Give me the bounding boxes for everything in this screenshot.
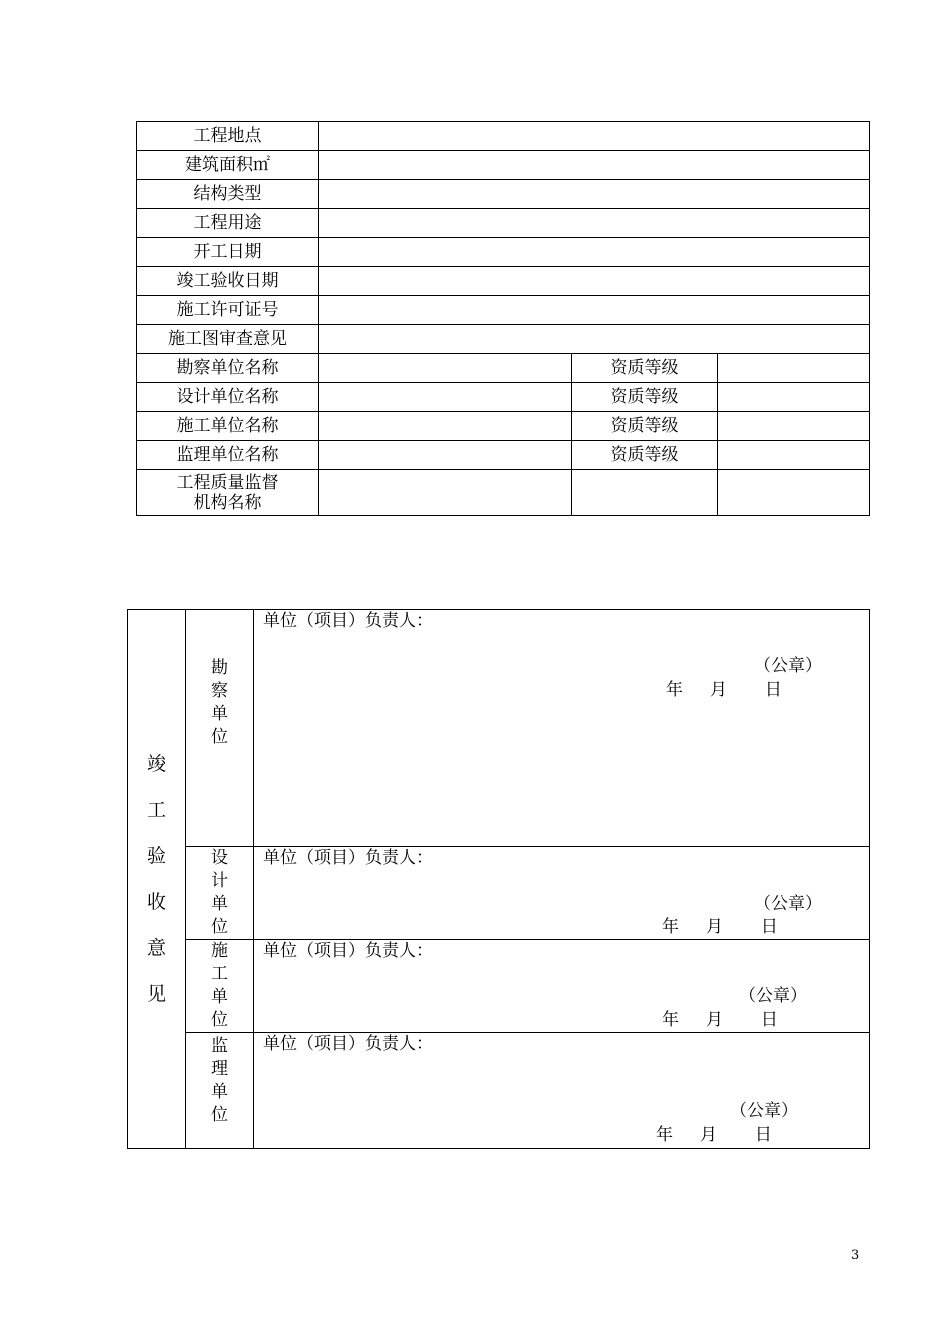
- construction-unit-label: [186, 940, 254, 1033]
- unit-name-cell[interactable]: [319, 383, 572, 412]
- label-char: 单: [211, 1082, 228, 1102]
- date-label: 年 月 日: [662, 917, 778, 937]
- info-row: [137, 238, 870, 267]
- unit-name-cell[interactable]: [319, 354, 572, 383]
- date-label: 年 月 日: [662, 1010, 778, 1030]
- label-char: 勘: [211, 658, 228, 678]
- label-char: 竣: [146, 753, 166, 775]
- info-value-cell[interactable]: [319, 122, 870, 151]
- info-value-cell[interactable]: [319, 325, 870, 354]
- official-seal-label: （公章）: [739, 986, 807, 1006]
- unit-label: 监理单位名称: [137, 441, 319, 470]
- label-char: 位: [211, 1105, 228, 1125]
- supervision-label: [137, 470, 319, 516]
- supervision-extra-cell[interactable]: [572, 470, 718, 516]
- responsible-person-label: 单位（项目）负责人：: [263, 1034, 433, 1054]
- info-label: 施工许可证号: [137, 296, 319, 325]
- supervision-unit-label: [186, 1033, 254, 1149]
- info-label: 开工日期: [137, 238, 319, 267]
- unit-name-cell[interactable]: [319, 412, 572, 441]
- grade-label: 资质等级: [572, 441, 718, 470]
- label-char: 位: [211, 727, 228, 747]
- construction-opinion-cell[interactable]: [254, 940, 870, 1033]
- label-char: 位: [211, 917, 228, 937]
- grade-value-cell[interactable]: [718, 354, 870, 383]
- unit-row: [137, 412, 870, 441]
- label-char: 察: [211, 681, 228, 701]
- date-label: 年 月 日: [656, 1125, 772, 1145]
- label-char: 理: [211, 1059, 228, 1079]
- survey-unit-label: [186, 610, 254, 847]
- unit-label: 勘察单位名称: [137, 354, 319, 383]
- label-char: 单: [211, 704, 228, 724]
- info-label: 结构类型: [137, 180, 319, 209]
- design-row: [128, 847, 870, 940]
- label-char: 见: [146, 983, 166, 1005]
- survey-opinion-cell[interactable]: [254, 610, 870, 847]
- label-char: 工: [146, 799, 166, 821]
- grade-label: 资质等级: [572, 354, 718, 383]
- label-char: 工: [211, 964, 228, 984]
- construction-row: [128, 940, 870, 1033]
- info-value-cell[interactable]: [319, 209, 870, 238]
- grade-value-cell[interactable]: [718, 412, 870, 441]
- label-char: 施: [211, 941, 228, 961]
- design-opinion-cell[interactable]: [254, 847, 870, 940]
- responsible-person-label: 单位（项目）负责人：: [263, 848, 433, 868]
- info-value-cell[interactable]: [319, 296, 870, 325]
- info-label: 竣工验收日期: [137, 267, 319, 296]
- unit-row: [137, 441, 870, 470]
- label-char: 收: [146, 891, 166, 913]
- supervision-unit-row: [128, 1033, 870, 1149]
- grade-value-cell[interactable]: [718, 383, 870, 412]
- info-label: 建筑面积㎡: [137, 151, 319, 180]
- info-row: [137, 151, 870, 180]
- info-value-cell[interactable]: [319, 238, 870, 267]
- label-char: 计: [211, 871, 228, 891]
- info-row: [137, 180, 870, 209]
- grade-label: 资质等级: [572, 383, 718, 412]
- info-row: [137, 325, 870, 354]
- responsible-person-label: 单位（项目）负责人：: [263, 941, 433, 961]
- supervision-label-line2: 机构名称: [193, 492, 262, 513]
- label-char: 验: [146, 845, 166, 867]
- date-label: 年 月 日: [666, 680, 782, 700]
- supervision-name-cell[interactable]: [319, 470, 572, 516]
- unit-row: [137, 354, 870, 383]
- info-row: [137, 209, 870, 238]
- info-row: [137, 296, 870, 325]
- label-char: 单: [211, 894, 228, 914]
- label-char: 位: [211, 1010, 228, 1030]
- label-char: 意: [146, 937, 166, 959]
- label-char: 监: [211, 1036, 228, 1056]
- info-value-cell[interactable]: [319, 180, 870, 209]
- unit-name-cell[interactable]: [319, 441, 572, 470]
- acceptance-opinion-table: [127, 609, 870, 1149]
- official-seal-label: （公章）: [754, 656, 822, 676]
- unit-label: 施工单位名称: [137, 412, 319, 441]
- acceptance-opinion-label: [128, 610, 186, 1149]
- unit-row: [137, 383, 870, 412]
- official-seal-label: （公章）: [730, 1101, 798, 1121]
- supervision-label-line1: 工程质量监督: [176, 472, 279, 493]
- label-char: 单: [211, 987, 228, 1007]
- info-row: [137, 122, 870, 151]
- info-value-cell[interactable]: [319, 267, 870, 296]
- grade-value-cell[interactable]: [718, 441, 870, 470]
- official-seal-label: （公章）: [754, 894, 822, 914]
- info-label: 工程地点: [137, 122, 319, 151]
- grade-label: 资质等级: [572, 412, 718, 441]
- label-char: 设: [211, 848, 228, 868]
- supervision-extra-cell[interactable]: [718, 470, 870, 516]
- info-row: [137, 267, 870, 296]
- responsible-person-label: 单位（项目）负责人：: [263, 611, 433, 631]
- page-number: 3: [851, 1248, 860, 1263]
- design-unit-label: [186, 847, 254, 940]
- unit-label: 设计单位名称: [137, 383, 319, 412]
- project-info-table: [136, 121, 870, 516]
- info-label: 工程用途: [137, 209, 319, 238]
- info-value-cell[interactable]: [319, 151, 870, 180]
- info-label: 施工图审查意见: [137, 325, 319, 354]
- supervision-row: [137, 470, 870, 516]
- survey-row: [128, 610, 870, 847]
- supervision-opinion-cell[interactable]: [254, 1033, 870, 1149]
